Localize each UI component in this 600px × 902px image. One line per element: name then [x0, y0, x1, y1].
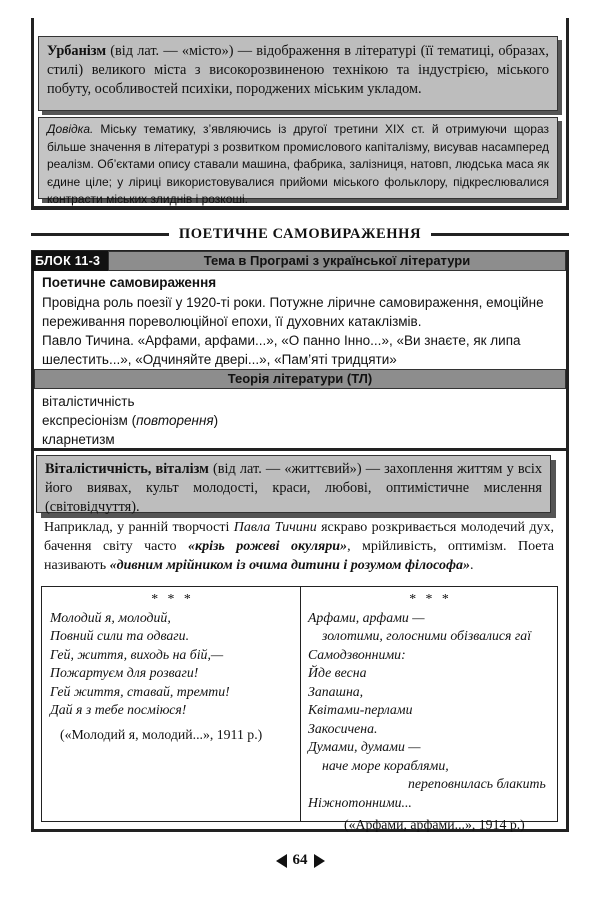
section-title-text: ПОЕТИЧНЕ САМОВИРАЖЕННЯ	[178, 225, 422, 242]
poem-line: Пожартуєм для розваги!	[50, 665, 199, 680]
theory-item: віталістичність	[42, 394, 135, 409]
poem-line: Йде весна	[308, 665, 367, 680]
program-works: Павло Тичина. «Арфами, арфами...», «О панно Інно...», «Ви знаєте, як липа шелестить...», «Одчиняйте двері...», «Пам’яті тридцяти»	[42, 333, 521, 367]
poem-line: наче море кораблями,	[322, 757, 449, 773]
poem-source: («Арфами, арфами...», 1914 р.)	[344, 817, 525, 832]
title-rule-right	[431, 233, 569, 236]
poem-line: Самодзвонними:	[308, 646, 406, 662]
repeat-note: повторення	[136, 413, 214, 428]
theory-item: експресіонізм (повторення)	[42, 413, 219, 428]
program-title: Поетичне самовираження	[42, 275, 217, 290]
page-number-text: 64	[292, 852, 308, 868]
poem-right	[308, 590, 553, 835]
poem-line: Арфами, арфами —	[308, 609, 425, 625]
theory-item: кларнетизм	[42, 432, 115, 447]
triangle-left-icon	[276, 854, 287, 868]
vitaism-definition-box	[36, 455, 551, 513]
poem-line: Гей життя, ставай, тремти!	[50, 683, 230, 699]
poem-line: переповнилась блакить	[408, 776, 546, 791]
poem-line: Квітами-перлами	[308, 702, 413, 717]
vitaism-term: Віталістичність, віталізм	[45, 461, 209, 477]
poem-line: Гей, життя, виходь на бій,—	[50, 646, 224, 662]
triangle-right-icon	[314, 854, 325, 868]
poem-line: Запашна,	[308, 683, 364, 699]
block-separator	[31, 448, 569, 451]
urbanism-definition-box	[38, 36, 558, 111]
poem-line: Повний сили та одваги.	[50, 628, 190, 643]
author-name: Павла Тичини	[233, 520, 317, 535]
poem-divider	[300, 586, 301, 822]
section-title	[31, 223, 569, 245]
quote-dreamer: «дивним мрійником із очима дитини і розумом філософа»	[109, 558, 470, 573]
theory-list	[42, 392, 342, 449]
poem-source: («Молодий я, молодий...», 1911 р.)	[60, 726, 263, 742]
poem-line: Ніжнотонними...	[308, 794, 412, 810]
poem-stars: * * *	[151, 591, 194, 606]
urbanism-term: Урбанізм	[47, 43, 107, 59]
theory-header: Теорія літератури (ТЛ)	[34, 369, 566, 389]
note-label: Довідка.	[47, 122, 94, 136]
poem-line: Молодий я, молодий,	[50, 609, 171, 625]
example-paragraph: Наприклад, у ранній творчості Павла Тичини яскраво розкривається молодечий дух, бачення світу часто «крізь рожеві окуляри», мрійливість, оптимізм. Поета називають «дивним мрійником із очима дитини і розумом філософа».	[44, 520, 554, 573]
poem-line: Думами, думами —	[308, 739, 421, 754]
program-text: Провідна роль поезії у 1920-ті роки. Потужне ліричне самовираження, емоційне переживання пореволюційної епохи, її духовних катаклізмів.	[42, 295, 544, 329]
poem-stars: * * *	[409, 591, 452, 606]
poem-line: Дай я з тебе посміюся!	[50, 702, 187, 717]
urbanism-note: Міську тематику, з’являючись із другої третини XIX ст. й отримуючи щораз більше значення в літературі з розвитком промислового капіталізму, висував насамперед реалізм. Об’єктами опису ставали машина, фабрика, залізниця, натовп, людська маса як єдине ціле; у ліриці використовувалися прийоми міського фольклору, підкреслювалися контрасти міських злиднів і розкоші.	[47, 122, 549, 206]
page-number	[0, 852, 600, 869]
vitaism-definition: (від лат. — «життєвий») — захоплення життям у всіх його виявах, культ молодості, краси, любові, оптимістичне мислення (світовідчуття).	[45, 461, 542, 515]
title-rule-left	[31, 233, 169, 236]
poem-left	[50, 590, 295, 744]
poem-line: золотими, голосними обізвалися гаї	[322, 628, 532, 643]
urbanism-note-box	[38, 117, 558, 206]
poem-line: Закосичена.	[308, 720, 378, 736]
quote-rose-glasses: «крізь рожеві окуляри»	[187, 539, 348, 554]
program-body	[42, 293, 560, 369]
program-header: Тема в Програмі з української літератури	[108, 251, 566, 271]
block-tag: БЛОК 11-3	[32, 251, 108, 271]
urbanism-definition: (від лат. — «місто») — відображення в літературі (її тематиці, образах, стилі) великого міста з високорозвиненою технікою та індустрією, міського побуту, особливостей психіки, породжених міським укладом.	[47, 43, 549, 97]
